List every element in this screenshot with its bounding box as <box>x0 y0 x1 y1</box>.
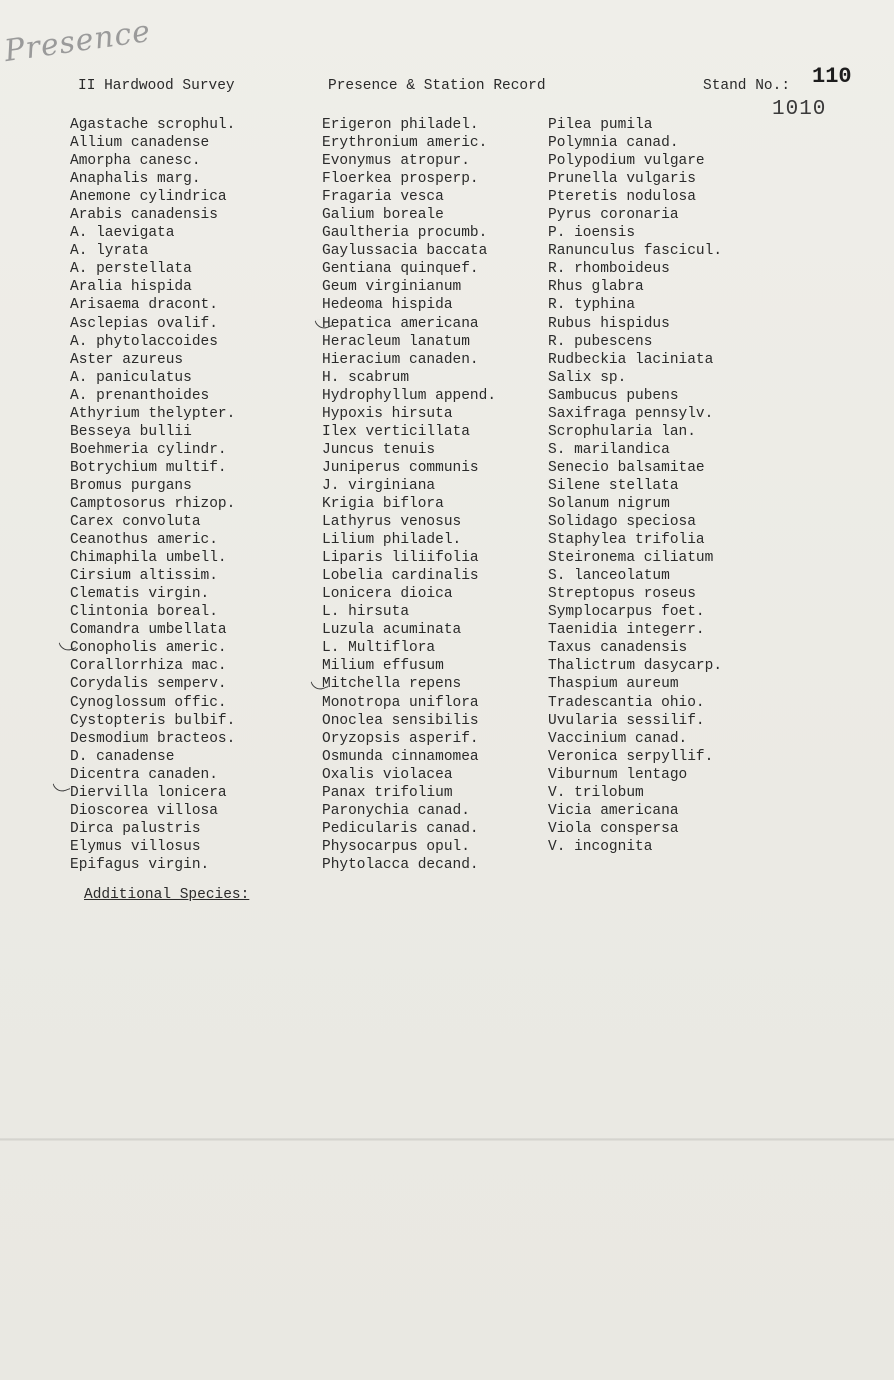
species-item: Osmunda cinnamomea <box>322 748 479 765</box>
species-item: Liparis liliifolia <box>322 550 479 567</box>
species-item: Scrophularia lan. <box>548 423 696 440</box>
species-item: Symplocarpus foet. <box>548 604 705 621</box>
species-item: Oxalis violacea <box>322 766 453 783</box>
species-item: Thaspium aureum <box>548 676 679 693</box>
species-item: Anemone cylindrica <box>70 189 227 206</box>
species-item: Pyrus coronaria <box>548 207 679 224</box>
species-item: Arabis canadensis <box>70 207 218 224</box>
species-item: Conopholis americ. <box>70 640 227 657</box>
species-item: Vicia americana <box>548 802 679 819</box>
species-item: Ilex verticillata <box>322 423 470 440</box>
species-item: Solidago speciosa <box>548 514 696 531</box>
species-item: Prunella vulgaris <box>548 171 696 188</box>
species-item: Rhus glabra <box>548 279 644 296</box>
species-item: Hieracium canaden. <box>322 351 479 368</box>
species-item: Comandra umbellata <box>70 622 227 639</box>
species-item: Clintonia boreal. <box>70 604 218 621</box>
species-item: Panax trifolium <box>322 784 453 801</box>
species-item: A. perstellata <box>70 261 192 278</box>
species-item: Dioscorea villosa <box>70 802 218 819</box>
species-item: Fragaria vesca <box>322 189 444 206</box>
species-item: Boehmeria cylindr. <box>70 441 227 458</box>
species-item: Krigia biflora <box>322 495 444 512</box>
species-item: Veronica serpyllif. <box>548 748 714 765</box>
species-item: Lathyrus venosus <box>322 514 462 531</box>
species-item: Chimaphila umbell. <box>70 550 227 567</box>
species-item: Lilium philadel. <box>322 532 462 549</box>
species-item: A. lyrata <box>70 243 149 260</box>
species-item: Phytolacca decand. <box>322 856 479 873</box>
species-item: D. canadense <box>70 748 175 765</box>
species-item: A. laevigata <box>70 225 175 242</box>
species-item: Ceanothus americ. <box>70 532 218 549</box>
species-item: Cynoglossum offic. <box>70 694 227 711</box>
species-item: Taxus canadensis <box>548 640 688 657</box>
species-item: Juncus tenuis <box>322 441 436 458</box>
species-item: Oryzopsis asperif. <box>322 730 479 747</box>
species-item: Bromus purgans <box>70 477 192 494</box>
species-item: Epifagus virgin. <box>70 856 210 873</box>
species-item: Senecio balsamitae <box>548 459 705 476</box>
species-item: Carex convoluta <box>70 514 201 531</box>
species-item: V. incognita <box>548 838 653 855</box>
species-item: Paronychia canad. <box>322 802 470 819</box>
species-item: Botrychium multif. <box>70 459 227 476</box>
check-mark-icon <box>53 779 71 794</box>
species-item: Gaultheria procumb. <box>322 225 488 242</box>
stand-number: 110 <box>812 64 852 89</box>
stamp-number: 1010 <box>772 98 827 121</box>
species-item: V. trilobum <box>548 784 644 801</box>
species-item: Uvularia sessilif. <box>548 712 705 729</box>
species-item: Milium effusum <box>322 658 444 675</box>
species-item: Desmodium bracteos. <box>70 730 236 747</box>
species-item: Cirsium altissim. <box>70 568 218 585</box>
species-item: Gentiana quinquef. <box>322 261 479 278</box>
species-item: L. Multiflora <box>322 640 436 657</box>
species-item: Arisaema dracont. <box>70 297 218 314</box>
survey-title: II Hardwood Survey <box>78 78 235 94</box>
species-item: Saxifraga pennsylv. <box>548 405 714 422</box>
species-item: Polypodium vulgare <box>548 153 705 170</box>
species-item: R. pubescens <box>548 333 653 350</box>
species-column-2 <box>322 116 496 874</box>
species-item: Erigeron philadel. <box>322 117 479 133</box>
species-item: Aralia hispida <box>70 279 192 296</box>
species-item: Viola conspersa <box>548 820 679 837</box>
species-item: Pilea pumila <box>548 117 653 133</box>
species-item: Ranunculus fascicul. <box>548 243 723 260</box>
species-item: Besseya bullii <box>70 423 192 440</box>
paper-fold <box>0 1138 894 1141</box>
species-item: Dicentra canaden. <box>70 766 218 783</box>
species-item: Rudbeckia laciniata <box>548 351 714 368</box>
species-item: Solanum nigrum <box>548 495 670 512</box>
species-item: Luzula acuminata <box>322 622 462 639</box>
species-item: S. lanceolatum <box>548 568 670 585</box>
species-item: Lobelia cardinalis <box>322 568 479 585</box>
species-item: Floerkea prosperp. <box>322 171 479 188</box>
species-item: J. virginiana <box>322 477 436 494</box>
species-item: Lonicera dioica <box>322 586 453 603</box>
species-item: Evonymus atropur. <box>322 153 470 170</box>
species-item: Hepatica americana <box>322 315 479 332</box>
species-item: H. scabrum <box>322 369 410 386</box>
species-item: Salix sp. <box>548 369 627 386</box>
species-item: L. hirsuta <box>322 604 410 621</box>
species-item: Sambucus pubens <box>548 387 679 404</box>
species-item: Streptopus roseus <box>548 586 696 603</box>
handwritten-note: Presence <box>2 13 154 70</box>
species-item: Galium boreale <box>322 207 444 224</box>
species-item: Corallorrhiza mac. <box>70 658 227 675</box>
species-item: Onoclea sensibilis <box>322 712 479 729</box>
species-item: Hedeoma hispida <box>322 297 453 314</box>
species-item: Amorpha canesc. <box>70 153 201 170</box>
species-item: P. ioensis <box>548 225 636 242</box>
species-item: Corydalis semperv. <box>70 676 227 693</box>
species-item: Rubus hispidus <box>548 315 670 332</box>
species-item: Geum virginianum <box>322 279 462 296</box>
species-item: Anaphalis marg. <box>70 171 201 188</box>
record-title: Presence & Station Record <box>328 78 546 94</box>
additional-species-label: Additional Species: <box>84 887 250 903</box>
species-item: R. rhomboideus <box>548 261 670 278</box>
species-item: Taenidia integerr. <box>548 622 705 639</box>
species-item: Asclepias ovalif. <box>70 315 218 332</box>
species-column-1 <box>70 116 235 874</box>
species-item: Pedicularis canad. <box>322 820 479 837</box>
species-item: Silene stellata <box>548 477 679 494</box>
species-item: A. phytolaccoides <box>70 333 218 350</box>
species-item: Viburnum lentago <box>548 766 688 783</box>
species-item: Diervilla lonicera <box>70 784 227 801</box>
species-item: Hydrophyllum append. <box>322 387 497 404</box>
species-item: Agastache scrophul. <box>70 117 236 133</box>
species-item: Allium canadense <box>70 135 210 152</box>
species-item: Juniperus communis <box>322 459 479 476</box>
species-item: Pteretis nodulosa <box>548 189 696 206</box>
species-item: Tradescantia ohio. <box>548 694 705 711</box>
species-item: Hypoxis hirsuta <box>322 405 453 422</box>
species-item: Polymnia canad. <box>548 135 679 152</box>
species-item: Monotropa uniflora <box>322 694 479 711</box>
species-item: Heracleum lanatum <box>322 333 470 350</box>
species-item: Gaylussacia baccata <box>322 243 488 260</box>
species-item: Staphylea trifolia <box>548 532 705 549</box>
species-item: Mitchella repens <box>322 676 462 693</box>
species-item: Vaccinium canad. <box>548 730 688 747</box>
species-item: Physocarpus opul. <box>322 838 470 855</box>
species-item: Dirca palustris <box>70 820 201 837</box>
species-item: Erythronium americ. <box>322 135 488 152</box>
species-item: A. paniculatus <box>70 369 192 386</box>
species-item: Cystopteris bulbif. <box>70 712 236 729</box>
species-item: Steironema ciliatum <box>548 550 714 567</box>
species-item: A. prenanthoides <box>70 387 210 404</box>
species-item: Athyrium thelypter. <box>70 405 236 422</box>
species-item: Elymus villosus <box>70 838 201 855</box>
species-item: Thalictrum dasycarp. <box>548 658 723 675</box>
species-item: Aster azureus <box>70 351 184 368</box>
species-item: R. typhina <box>548 297 636 314</box>
species-column-3 <box>548 116 722 856</box>
species-item: Camptosorus rhizop. <box>70 495 236 512</box>
species-item: Clematis virgin. <box>70 586 210 603</box>
species-item: S. marilandica <box>548 441 670 458</box>
stand-label: Stand No.: <box>703 78 791 94</box>
